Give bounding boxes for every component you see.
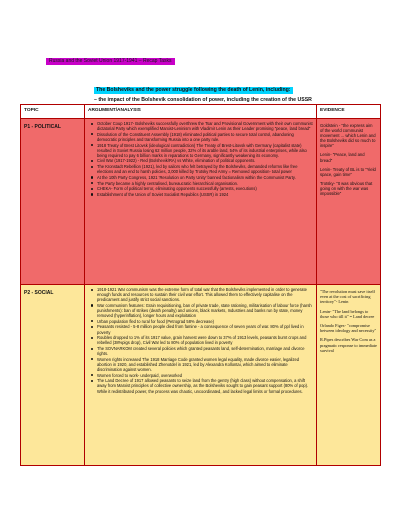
argument-item: The Kronstadt Rebellion (1921), led by sailors who felt betrayed by the Bolsheviks, demanded reforms like free elections and an end to harsh policies, 3,000 killed by Trotsky Red Army = Removed opposition- total power (97, 164, 313, 174)
header-evidence: EVIDENCE (317, 105, 381, 119)
argument-item: October Coup 1917- Bolsheviks successfully overthrew the Tsar and Provisional Government with their own communist dictatorial Party which exemplified Marxist-Leninism with Vladimir Lenin as their Leader promising "peace, land bread" (97, 121, 313, 132)
argument-item: Women forced to work- underpaid, overworked (97, 373, 313, 378)
evidence-quote: Goldstein - "the express aim of the world communist movement ... which Lenin and the Bolsheviks did so much to inspire" (320, 123, 376, 149)
argument-item: 1918-1921 War communism was the extreme form of total war that the Bolsheviks implemented in order to generate enough funds and resources to sustain their civil war effort. This allowed them to effectively capitalise on the predicament and justify strict social sanctions. (97, 287, 313, 302)
document-tag: Russia and the Soviet Union 1917-1941 – Recap Tasks (46, 58, 175, 65)
argument-item: Women rights increased The 1918 Marriage Code granted women legal equality, made divorce easier, legalized abortion in 1920, and established Zhenotdel in 1921, led by Alexandra Kollontai, which aimed to eliminate discrimination against women. (97, 357, 313, 372)
evidence-cell-political (317, 119, 381, 285)
argument-cell-political (85, 119, 317, 285)
argument-item: Urban population fled to rural for food (Petrograd 58% decrease) (97, 319, 313, 324)
evidence-quote: Lenin- "Peace, land and bread" (320, 152, 365, 163)
table-header-row (21, 105, 381, 119)
recap-table (20, 104, 381, 466)
argument-item: CHEKA- Form of political terror, eliminating opponents successfully (arrests, executions) (97, 186, 313, 191)
argument-item: The SOVNARKOM created several policies which granted peasants land, self-determination, marriage and divorce rights. (97, 346, 313, 356)
header-argument: ARGUMENT/ANALYSIS (85, 105, 317, 119)
evidence-quote: Lenin- Treaty of BL is to "Yield space, gain time" (320, 166, 376, 177)
row-label-political: P1 - POLITICAL (21, 119, 85, 285)
evidence-quote: "The revolution must save itself even at the cost of sacrificing territory"- Lenin (320, 289, 375, 305)
evidence-quote: Orlando Figes- "compromise between ideology and necessity" (320, 323, 377, 334)
argument-item: 1918 Treaty of Brest Litovsk (ideological contradiction) The Treaty of Brest-Litovsk with Germany (capitalist state) resulted in Soviet Russia losing 62 million people, 32% of its arable land, 54% of its industrial enterprises, while also being required to pay 6 billion marks in reparations to Germany, significantly weakening its economy. (97, 143, 313, 158)
evidence-cell-social (317, 285, 381, 466)
evidence-quote: Lenin- "The land belongs to those who till it" = Land decree (320, 308, 375, 319)
argument-item: At the 10th Party Congress, 1921 'Resolution on Party Unity' banned factionalism within the Communist Party. (97, 175, 313, 180)
heading-line-2: – the impact of the Bolshevik consolidation of power, including the creation of the USSR (94, 97, 312, 103)
evidence-quote: Trotsky- "It was obvious that going on with the war was impossible" (320, 180, 373, 197)
argument-item: Roubles dropped to 1% of its 1917 value, grain harvest were down to 37% of 1913 levels, peasants burnt crops and rebelled (38%pigs drop), Civil War led to 80% of population lived in poverty (97, 335, 313, 345)
document-heading (94, 78, 384, 104)
argument-item: Civil War (1917-1922) - Red (Bolshevik/RA) vs White, elimination of political opponents. (97, 158, 313, 163)
table-row-social (21, 285, 381, 466)
evidence-quote: R.Pipes describes War Com as a pragmatic response to immediate survival (320, 337, 377, 353)
argument-item: Dissolution of the Constituent Assembly (1918) eliminated political parties to secure total control, abandoning democratic principles and transforming Russia into a one party rule. (97, 132, 313, 142)
heading-line-1: The Bolsheviks and the power struggle following the death of Lenin, including: (96, 87, 291, 93)
row-label-social: P2 - SOCIAL (21, 285, 85, 466)
argument-cell-social (85, 285, 317, 466)
argument-item: Peasants resisted - 5-8 million people died from famine - a consequence of seven years of war. 80% of ppl lived in poverty (97, 324, 313, 334)
argument-item: War communism features: Grain requisitioning, ban of private trade, state rationing, militarisation of labour force (harsh punishments): ban of strikes (death penalty) and unions, black markets, Industries and banks run by state, money removed (hyperinflation), longer hours and exploitation (97, 302, 312, 319)
argument-item: The Party became a highly centralised, bureaucratic hierarchical organisation. (97, 181, 313, 186)
argument-item: Establishment of the Union of Soviet Socialist Republics (USSR) in 1924 (97, 192, 313, 197)
table-row-political (21, 119, 381, 285)
argument-item: The Land Decree of 1917 allowed peasants to seize land from the gentry (high class) without compensation, a shift away from Marxist principles of collective ownership, as the Bolsheviks sought to gain peasant support (80% of pop). While it redistributed power, the process was chaotic, uncoordinated, and lacked legal limits or formal procedures. (97, 378, 313, 393)
header-topic: TOPIC (21, 105, 85, 119)
